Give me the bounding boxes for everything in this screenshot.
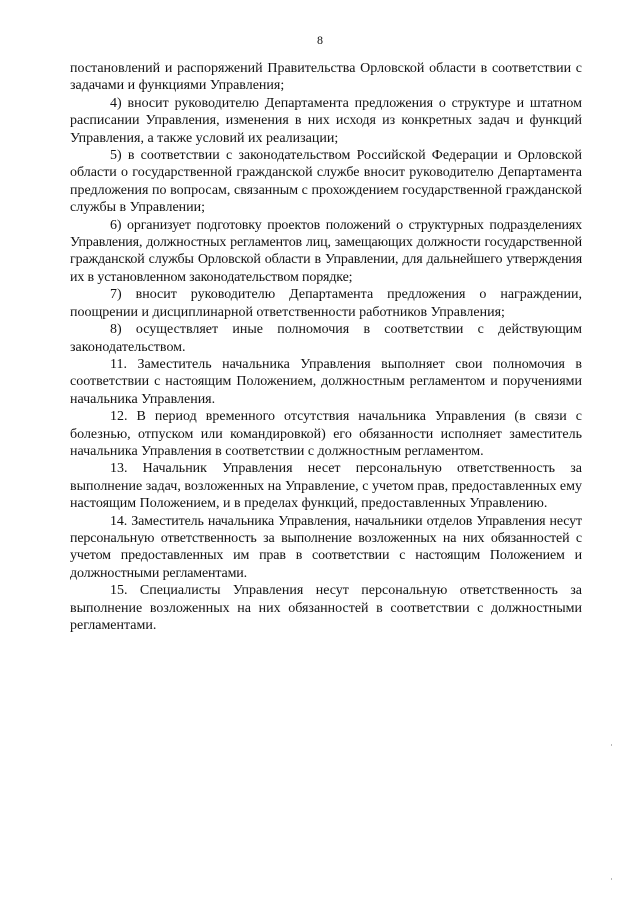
paragraph-item-4: 4) вносит руководителю Департамента предложения о структуре и штатном расписании Управления, изменения в них исходя из конкретных задач и функций Управления, а также условий их реализации; xyxy=(70,95,582,146)
scan-mark xyxy=(611,878,612,880)
paragraph-13: 13. Начальник Управления несет персональную ответственность за выполнение задач, возложенных на Управление, с учетом прав, предоставленных ему настоящим Положением, и в пределах функций, предоставленных Управлению. xyxy=(70,461,582,512)
paragraph-11: 11. Заместитель начальника Управления выполняет свои полномочия в соответствии с настоящим Положением, должностным регламентом и поручениями начальника Управления. xyxy=(70,356,582,407)
paragraph-continuation: постановлений и распоряжений Правительства Орловской области в соответствии с задачами и функциями Управления; xyxy=(70,61,582,94)
paragraph-item-8: 8) осуществляет иные полномочия в соответствии с действующим законодательством. xyxy=(70,322,582,355)
paragraph-item-5: 5) в соответствии с законодательством Российской Федерации и Орловской области о государственной гражданской службе вносит руководителю Департамента предложения по вопросам, связанным с прохождением государственной гражданской службы в Управлении; xyxy=(70,148,582,216)
document-body xyxy=(70,60,582,634)
paragraph-item-6: 6) организует подготовку проектов положений о структурных подразделениях Управления, должностных регламентов лиц, замещающих должности государственной гражданской службы Орловской области в Управлении, для дальнейшего утверждения их в установленном законодательством порядке; xyxy=(70,217,582,285)
page-number: 8 xyxy=(317,33,323,47)
paragraph-14: 14. Заместитель начальника Управления, начальники отделов Управления несут персональную ответственность за выполнение возложенных на них обязанностей с учетом предоставленных им прав в соответствии с настоящим Положением и должностными регламентами. xyxy=(70,513,582,581)
paragraph-item-7: 7) вносит руководителю Департамента предложения о награждении, поощрении и дисциплинарной ответственности работников Управления; xyxy=(70,287,582,320)
scan-mark xyxy=(611,744,612,746)
paragraph-15: 15. Специалисты Управления несут персональную ответственность за выполнение возложенных на них обязанностей в соответствии с должностными регламентами. xyxy=(70,583,582,633)
paragraph-12: 12. В период временного отсутствия начальника Управления (в связи с болезнью, отпуском или командировкой) его обязанности исполняет заместитель начальника Управления в соответствии с должностным регламентом. xyxy=(70,409,582,459)
